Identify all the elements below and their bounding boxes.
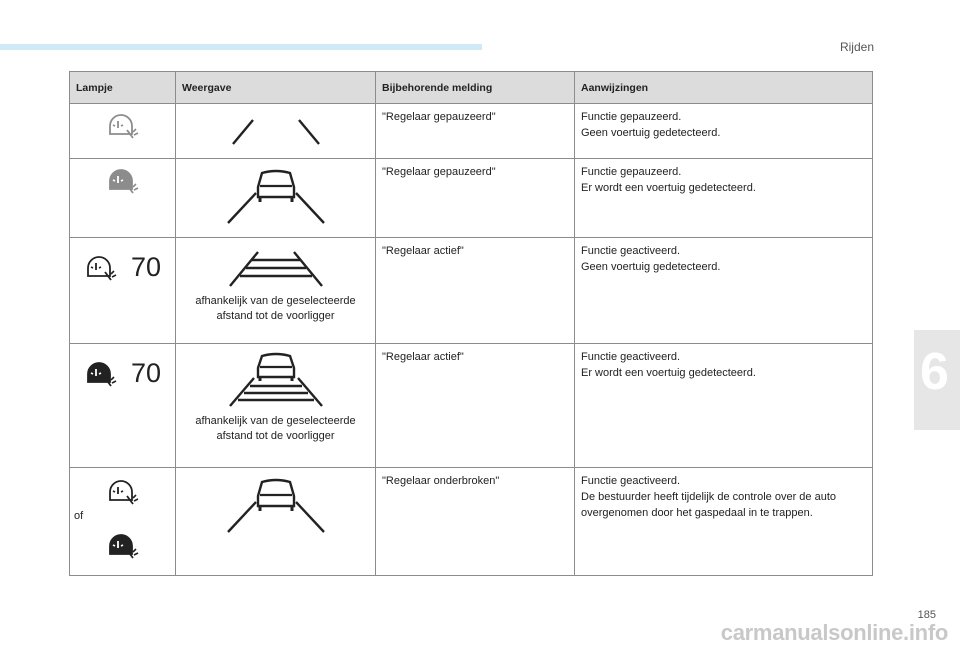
column-header-aanwijzingen: Aanwijzingen: [575, 72, 873, 104]
cruise-gauge-outline-icon: [106, 478, 140, 506]
table-row: [70, 468, 873, 576]
info-line: De bestuurder heeft tijdelijk de controle over de auto overgenomen door het gaspedaal in te trappen.: [581, 491, 836, 519]
message-cell: "Regelaar actief": [376, 344, 575, 468]
info-cell: [575, 159, 873, 238]
top-accent-bar: [0, 44, 482, 50]
lane-vehicle-distance-bars-icon: [226, 352, 326, 410]
message-cell: "Regelaar gepauzeerd": [376, 159, 575, 238]
cruise-gauge-filled-grey-icon: [106, 167, 140, 195]
chapter-number: 6: [920, 343, 949, 401]
section-title: Rijden: [839, 40, 874, 54]
info-line: Functie geactiveerd.: [581, 351, 681, 363]
info-line: Geen voertuig gedetecteerd.: [581, 261, 721, 273]
lamp-cell: [70, 238, 176, 344]
info-cell: [575, 468, 873, 576]
display-cell: [176, 238, 376, 344]
lamp-cell: [70, 344, 176, 468]
lane-lines-icon: [231, 112, 321, 148]
table-row: [70, 238, 873, 344]
column-header-melding: Bijbehorende melding: [376, 72, 575, 104]
display-caption: afhankelijk van de geselecteerde afstand tot de voorligger: [195, 295, 356, 322]
lamp-cell: [70, 159, 176, 238]
info-cell: [575, 238, 873, 344]
info-line: Functie gepauzeerd.: [581, 166, 682, 178]
lane-vehicle-icon: [226, 167, 326, 227]
column-header-weergave: Weergave: [176, 72, 376, 104]
table-header-row: [70, 72, 873, 104]
set-speed-value: 70: [131, 358, 162, 388]
table-row: [70, 104, 873, 159]
lamp-cell: [70, 468, 176, 576]
table-row: [70, 344, 873, 468]
cruise-gauge-filled-dark-icon: [106, 532, 140, 560]
info-cell: [575, 344, 873, 468]
info-cell: [575, 104, 873, 159]
display-cell: [176, 468, 376, 576]
info-line: Functie geactiveerd.: [581, 475, 681, 487]
lane-vehicle-icon: [226, 476, 326, 536]
info-line: Geen voertuig gedetecteerd.: [581, 127, 721, 139]
indicator-table: [69, 71, 873, 576]
page-number: 185: [917, 609, 936, 621]
chapter-tab: [914, 330, 960, 430]
display-cell: [176, 344, 376, 468]
message-cell: "Regelaar actief": [376, 238, 575, 344]
lamp-cell: [70, 104, 176, 159]
cruise-gauge-outline-icon: [84, 254, 118, 282]
lane-distance-bars-icon: [226, 246, 326, 290]
info-line: Er wordt een voertuig gedetecteerd.: [581, 367, 756, 379]
info-line: Er wordt een voertuig gedetecteerd.: [581, 182, 756, 194]
display-cell: [176, 159, 376, 238]
cruise-gauge-filled-dark-icon: [84, 360, 118, 388]
or-label: of: [74, 510, 84, 522]
column-header-lampje: Lampje: [70, 72, 176, 104]
display-cell: [176, 104, 376, 159]
set-speed-value: 70: [131, 252, 162, 282]
message-cell: "Regelaar gepauzeerd": [376, 104, 575, 159]
message-cell: "Regelaar onderbroken": [376, 468, 575, 576]
table-row: [70, 159, 873, 238]
cruise-gauge-outline-icon: [106, 112, 140, 140]
info-line: Functie geactiveerd.: [581, 245, 681, 257]
info-line: Functie gepauzeerd.: [581, 111, 682, 123]
watermark-text: carmanualsonline.info: [720, 620, 948, 645]
display-caption: afhankelijk van de geselecteerde afstand tot de voorligger: [195, 415, 356, 442]
